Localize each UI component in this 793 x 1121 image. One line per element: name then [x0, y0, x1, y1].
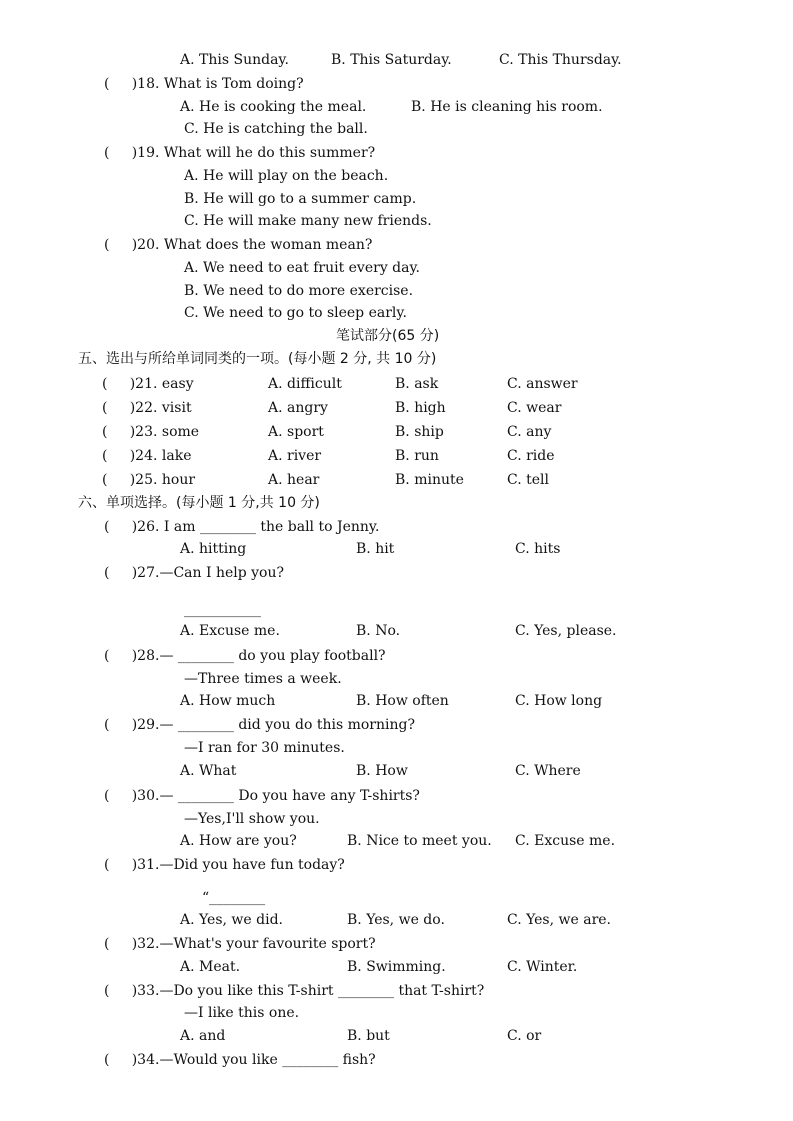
q21-option-a: A. difficult	[268, 376, 342, 392]
q23-stem: ( )23. some	[102, 424, 200, 440]
q33-option-c: C. or	[507, 1028, 542, 1044]
q18-option-a: A. He is cooking the meal.	[180, 99, 367, 115]
q17-option-a: A. This Sunday.	[180, 52, 289, 68]
q18-option-b: B. He is cleaning his room.	[411, 99, 603, 115]
q27-stem: ( )27.—Can I help you?	[104, 565, 284, 581]
q29-option-c: C. Where	[515, 763, 581, 779]
q20-option-b: B. We need to do more exercise.	[184, 283, 414, 299]
q32-option-b: B. Swimming.	[347, 959, 446, 975]
q20-stem: ( )20. What does the woman mean?	[104, 237, 373, 253]
q24-option-a: A. river	[268, 448, 322, 464]
q26-option-a: A. hitting	[180, 541, 247, 557]
q24-option-b: B. run	[395, 448, 439, 464]
q31-stem: ( )31.—Did you have fun today?	[104, 857, 345, 873]
q27-option-b: B. No.	[356, 623, 401, 639]
section5-title: 五、选出与所给单词同类的一项。(每小题 2 分, 共 10 分)	[78, 351, 437, 367]
q27-answer-blank: ___________	[184, 602, 261, 618]
q26-option-b: B. hit	[356, 541, 395, 557]
q31-option-c: C. Yes, we are.	[507, 912, 612, 928]
q30-option-b: B. Nice to meet you.	[347, 833, 492, 849]
q23-option-a: A. sport	[268, 424, 324, 440]
q34-stem: ( )34.—Would you like ________ fish?	[104, 1052, 376, 1068]
q28-option-b: B. How often	[356, 693, 449, 709]
q18-stem: ( )18. What is Tom doing?	[104, 76, 304, 92]
q31-answer-blank: “________	[202, 890, 266, 906]
q31-option-a: A. Yes, we did.	[180, 912, 283, 928]
q29-stem: ( )29.— ________ did you do this morning?	[104, 717, 415, 733]
q22-option-b: B. high	[395, 400, 446, 416]
q18-option-c: C. He is catching the ball.	[184, 121, 368, 137]
q29-reply: —I ran for 30 minutes.	[184, 740, 345, 756]
q17-option-c: C. This Thursday.	[499, 52, 622, 68]
q20-option-a: A. We need to eat fruit every day.	[184, 260, 420, 276]
written-part-heading: 笔试部分(65 分)	[336, 328, 440, 344]
section6-title: 六、单项选择。(每小题 1 分,共 10 分)	[78, 495, 320, 511]
q27-option-a: A. Excuse me.	[180, 623, 280, 639]
q21-stem: ( )21. easy	[102, 376, 194, 392]
q23-option-c: C. any	[507, 424, 552, 440]
q29-option-b: B. How	[356, 763, 408, 779]
q25-option-b: B. minute	[395, 472, 464, 488]
q21-option-c: C. answer	[507, 376, 578, 392]
q19-option-b: B. He will go to a summer camp.	[184, 191, 417, 207]
q19-stem: ( )19. What will he do this summer?	[104, 145, 376, 161]
q24-option-c: C. ride	[507, 448, 555, 464]
q30-stem: ( )30.— ________ Do you have any T-shirts?	[104, 788, 420, 804]
q17-option-b: B. This Saturday.	[331, 52, 452, 68]
q19-option-a: A. He will play on the beach.	[184, 168, 389, 184]
q28-option-a: A. How much	[180, 693, 276, 709]
q21-option-b: B. ask	[395, 376, 439, 392]
q32-option-a: A. Meat.	[180, 959, 241, 975]
q22-stem: ( )22. visit	[102, 400, 192, 416]
q23-option-b: B. ship	[395, 424, 444, 440]
q25-stem: ( )25. hour	[102, 472, 196, 488]
q32-stem: ( )32.—What's your favourite sport?	[104, 936, 376, 952]
q20-option-c: C. We need to go to sleep early.	[184, 305, 407, 321]
q19-option-c: C. He will make many new friends.	[184, 213, 432, 229]
q25-option-c: C. tell	[507, 472, 549, 488]
q29-option-a: A. What	[180, 763, 237, 779]
q25-option-a: A. hear	[268, 472, 320, 488]
q33-reply: —I like this one.	[184, 1005, 300, 1021]
q27-option-c: C. Yes, please.	[515, 623, 617, 639]
q28-reply: —Three times a week.	[184, 671, 342, 687]
q32-option-c: C. Winter.	[507, 959, 578, 975]
q24-stem: ( )24. lake	[102, 448, 192, 464]
q22-option-c: C. wear	[507, 400, 562, 416]
q33-stem: ( )33.—Do you like this T-shirt ________ that T-shirt?	[104, 983, 485, 999]
q26-stem: ( )26. I am ________ the ball to Jenny.	[104, 519, 380, 535]
q22-option-a: A. angry	[268, 400, 328, 416]
q28-option-c: C. How long	[515, 693, 603, 709]
q26-option-c: C. hits	[515, 541, 561, 557]
q30-option-c: C. Excuse me.	[515, 833, 616, 849]
q30-option-a: A. How are you?	[180, 833, 297, 849]
q31-option-b: B. Yes, we do.	[347, 912, 445, 928]
q28-stem: ( )28.— ________ do you play football?	[104, 648, 386, 664]
q33-option-b: B. but	[347, 1028, 390, 1044]
q33-option-a: A. and	[180, 1028, 226, 1044]
q30-reply: —Yes,I'll show you.	[184, 811, 320, 827]
